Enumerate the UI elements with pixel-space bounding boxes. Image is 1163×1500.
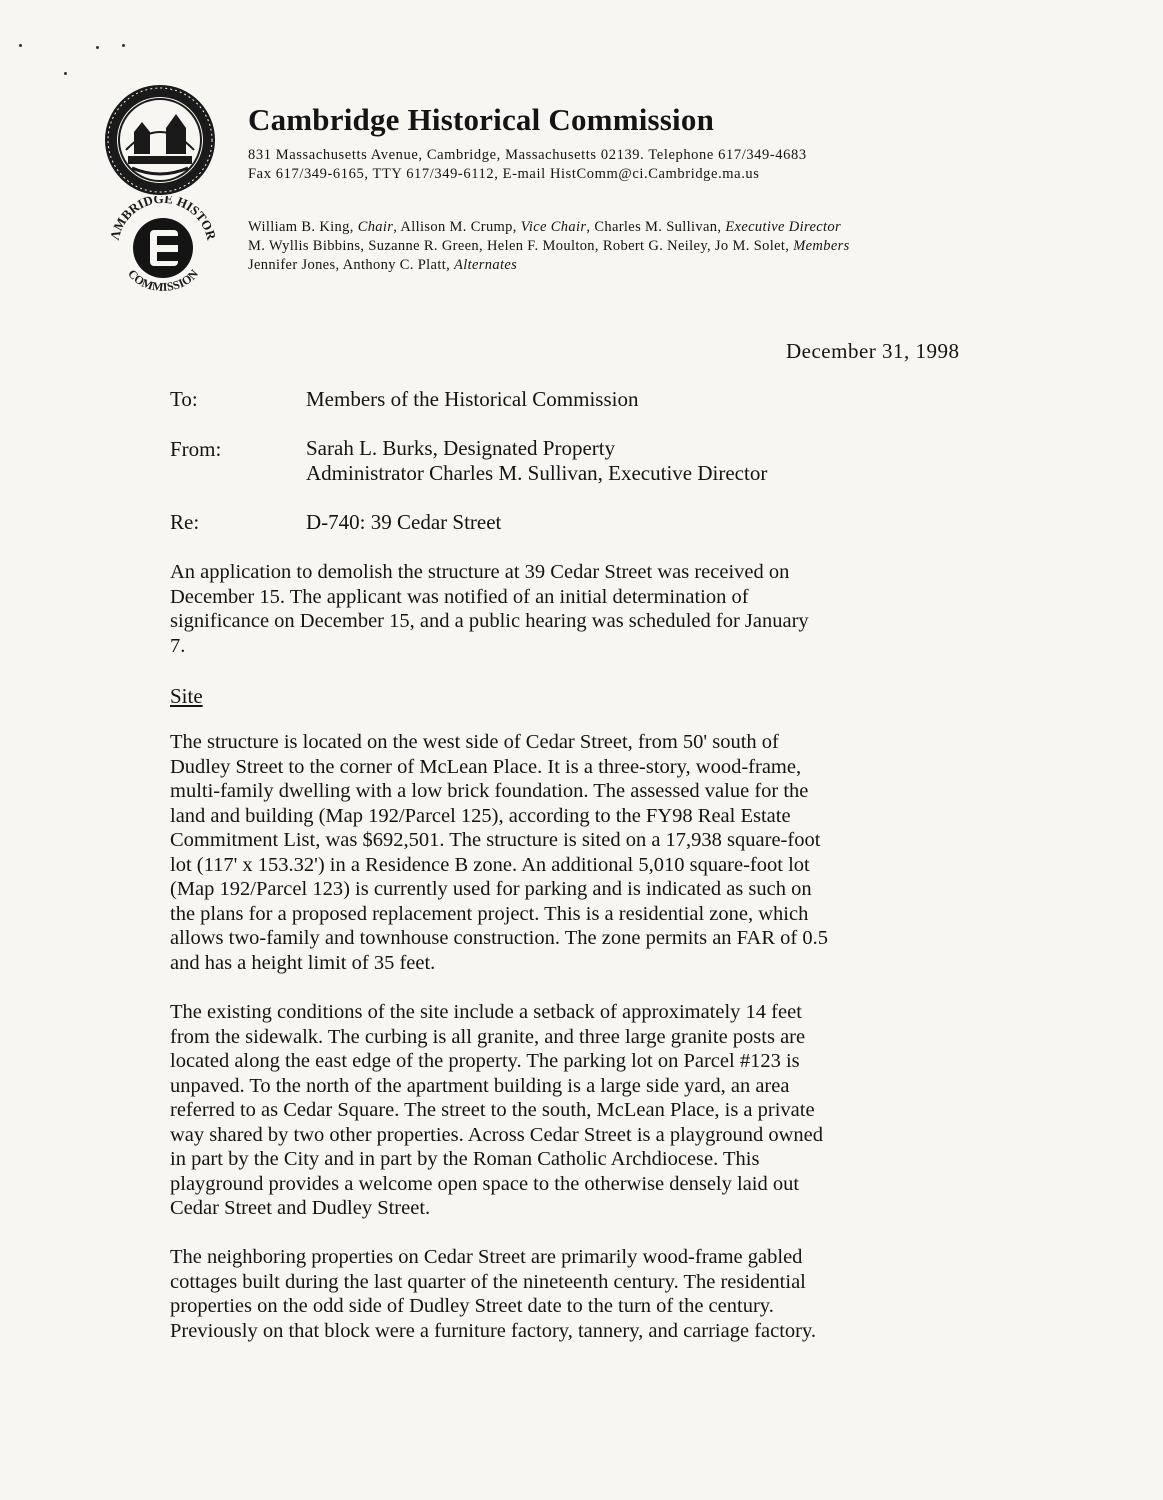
roster-line-2 — [248, 237, 850, 256]
text-line: allows two-family and townhouse construction. The zone permits an FAR of 0.5 — [170, 927, 828, 949]
text-line: December 15. The applicant was notified of an initial determination of — [170, 585, 749, 608]
roster-role: Alternates — [454, 257, 518, 273]
text-line: referred to as Cedar Square. The street to the south, McLean Place, is a private — [170, 1099, 815, 1121]
roster-role: Chair — [357, 219, 394, 235]
text-line: 7. — [170, 634, 186, 657]
contact-info — [248, 146, 807, 184]
text-line: playground provides a welcome open space to the otherwise densely laid out — [170, 1172, 800, 1195]
memo-date: December 31, 1998 — [786, 339, 960, 363]
text-line: the plans for a proposed replacement project. This is a residential zone, which — [170, 902, 809, 925]
text-line: significance on December 15, and a public hearing was scheduled for January — [170, 610, 809, 632]
from-line: Sarah L. Burks, Designated Property — [306, 436, 616, 460]
contact-line: Fax 617/349-6165, TTY 617/349-6112, E-mail HistComm@ci.Cambridge.ma.us — [248, 166, 760, 182]
text-line: land and building (Map 192/Parcel 125), according to the FY98 Real Estate — [170, 804, 791, 827]
commission-logo-icon — [102, 196, 224, 296]
section-heading-site: Site — [170, 684, 203, 708]
roster-text: William B. King, — [248, 219, 358, 235]
commission-roster — [248, 218, 850, 275]
site-paragraph-1 — [170, 730, 980, 975]
text-line: The neighboring properties on Cedar Street are primarily wood-frame gabled — [170, 1246, 803, 1268]
re-value: D-740: 39 Cedar Street — [306, 510, 502, 534]
site-paragraph-3 — [170, 1245, 980, 1343]
to-value: Members of the Historical Commission — [306, 387, 639, 411]
text-line: The structure is located on the west side of Cedar Street, from 50' south of — [170, 731, 779, 753]
roster-text: , Allison M. Crump, — [393, 219, 521, 235]
text-line: Cedar Street and Dudley Street. — [170, 1197, 431, 1219]
text-line: An application to demolish the structure at 39 Cedar Street was received on — [170, 561, 790, 583]
roster-role: Vice Chair — [520, 219, 587, 235]
from-line: Administrator Charles M. Sullivan, Executive Director — [306, 461, 768, 485]
text-line: properties on the odd side of Dudley Street date to the turn of the century. — [170, 1295, 774, 1317]
text-line: lot (117' x 153.32') in a Residence B zone. An additional 5,010 square-foot lot — [170, 853, 810, 876]
text-line: in part by the City and in part by the Roman Catholic Archdiocese. This — [170, 1148, 760, 1170]
text-line: (Map 192/Parcel 123) is currently used for parking and is indicated as such on — [170, 878, 812, 900]
roster-text: , Charles M. Sullivan, — [586, 219, 726, 235]
from-value — [306, 436, 767, 486]
contact-line: 831 Massachusetts Avenue, Cambridge, Massachusetts 02139. Telephone 617/349-4683 — [248, 147, 807, 163]
city-seal-icon — [104, 84, 216, 196]
text-line: The existing conditions of the site include a setback of approximately 14 feet — [170, 1001, 802, 1023]
text-line: and has a height limit of 35 feet. — [170, 951, 436, 974]
text-line: multi-family dwelling with a low brick foundation. The assessed value for the — [170, 780, 809, 802]
text-line: cottages built during the last quarter of the nineteenth century. The residential — [170, 1270, 806, 1293]
svg-text:COMMISSION: COMMISSION — [125, 266, 201, 295]
roster-line-1 — [248, 218, 850, 237]
text-line: Previously on that block were a furniture factory, tannery, and carriage factory. — [170, 1319, 817, 1342]
text-line: unpaved. To the north of the apartment building is a large side yard, an area — [170, 1074, 790, 1097]
site-paragraph-2 — [170, 1000, 980, 1221]
text-line: way shared by two other properties. Across Cedar Street is a playground owned — [170, 1123, 823, 1146]
intro-paragraph — [170, 560, 980, 658]
text-line: from the sidewalk. The curbing is all granite, and three large granite posts are — [170, 1025, 806, 1048]
scan-speck — [122, 44, 125, 47]
scan-speck — [19, 44, 22, 47]
organization-name: Cambridge Historical Commission — [248, 102, 715, 137]
text-line: located along the east edge of the property. The parking lot on Parcel #123 is — [170, 1050, 800, 1072]
svg-text:ɅMBRIDGE HISTOR: ɅMBRIDGE HISTOR — [106, 196, 220, 242]
roster-text: Jennifer Jones, Anthony C. Platt, — [248, 257, 455, 273]
text-line: Commitment List, was $692,501. The structure is sited on a 17,938 square-foot — [170, 829, 821, 851]
roster-line-3 — [248, 256, 850, 275]
to-label: To: — [170, 387, 198, 411]
re-label: Re: — [170, 510, 200, 534]
roster-text: M. Wyllis Bibbins, Suzanne R. Green, Helen F. Moulton, Robert G. Neiley, Jo M. Solet, — [248, 238, 794, 254]
roster-role: Members — [793, 238, 850, 254]
text-line: Dudley Street to the corner of McLean Place. It is a three-story, wood-frame, — [170, 755, 802, 778]
scan-speck — [96, 46, 99, 49]
scan-speck — [64, 72, 67, 75]
from-label: From: — [170, 437, 222, 461]
roster-role: Executive Director — [725, 219, 842, 235]
